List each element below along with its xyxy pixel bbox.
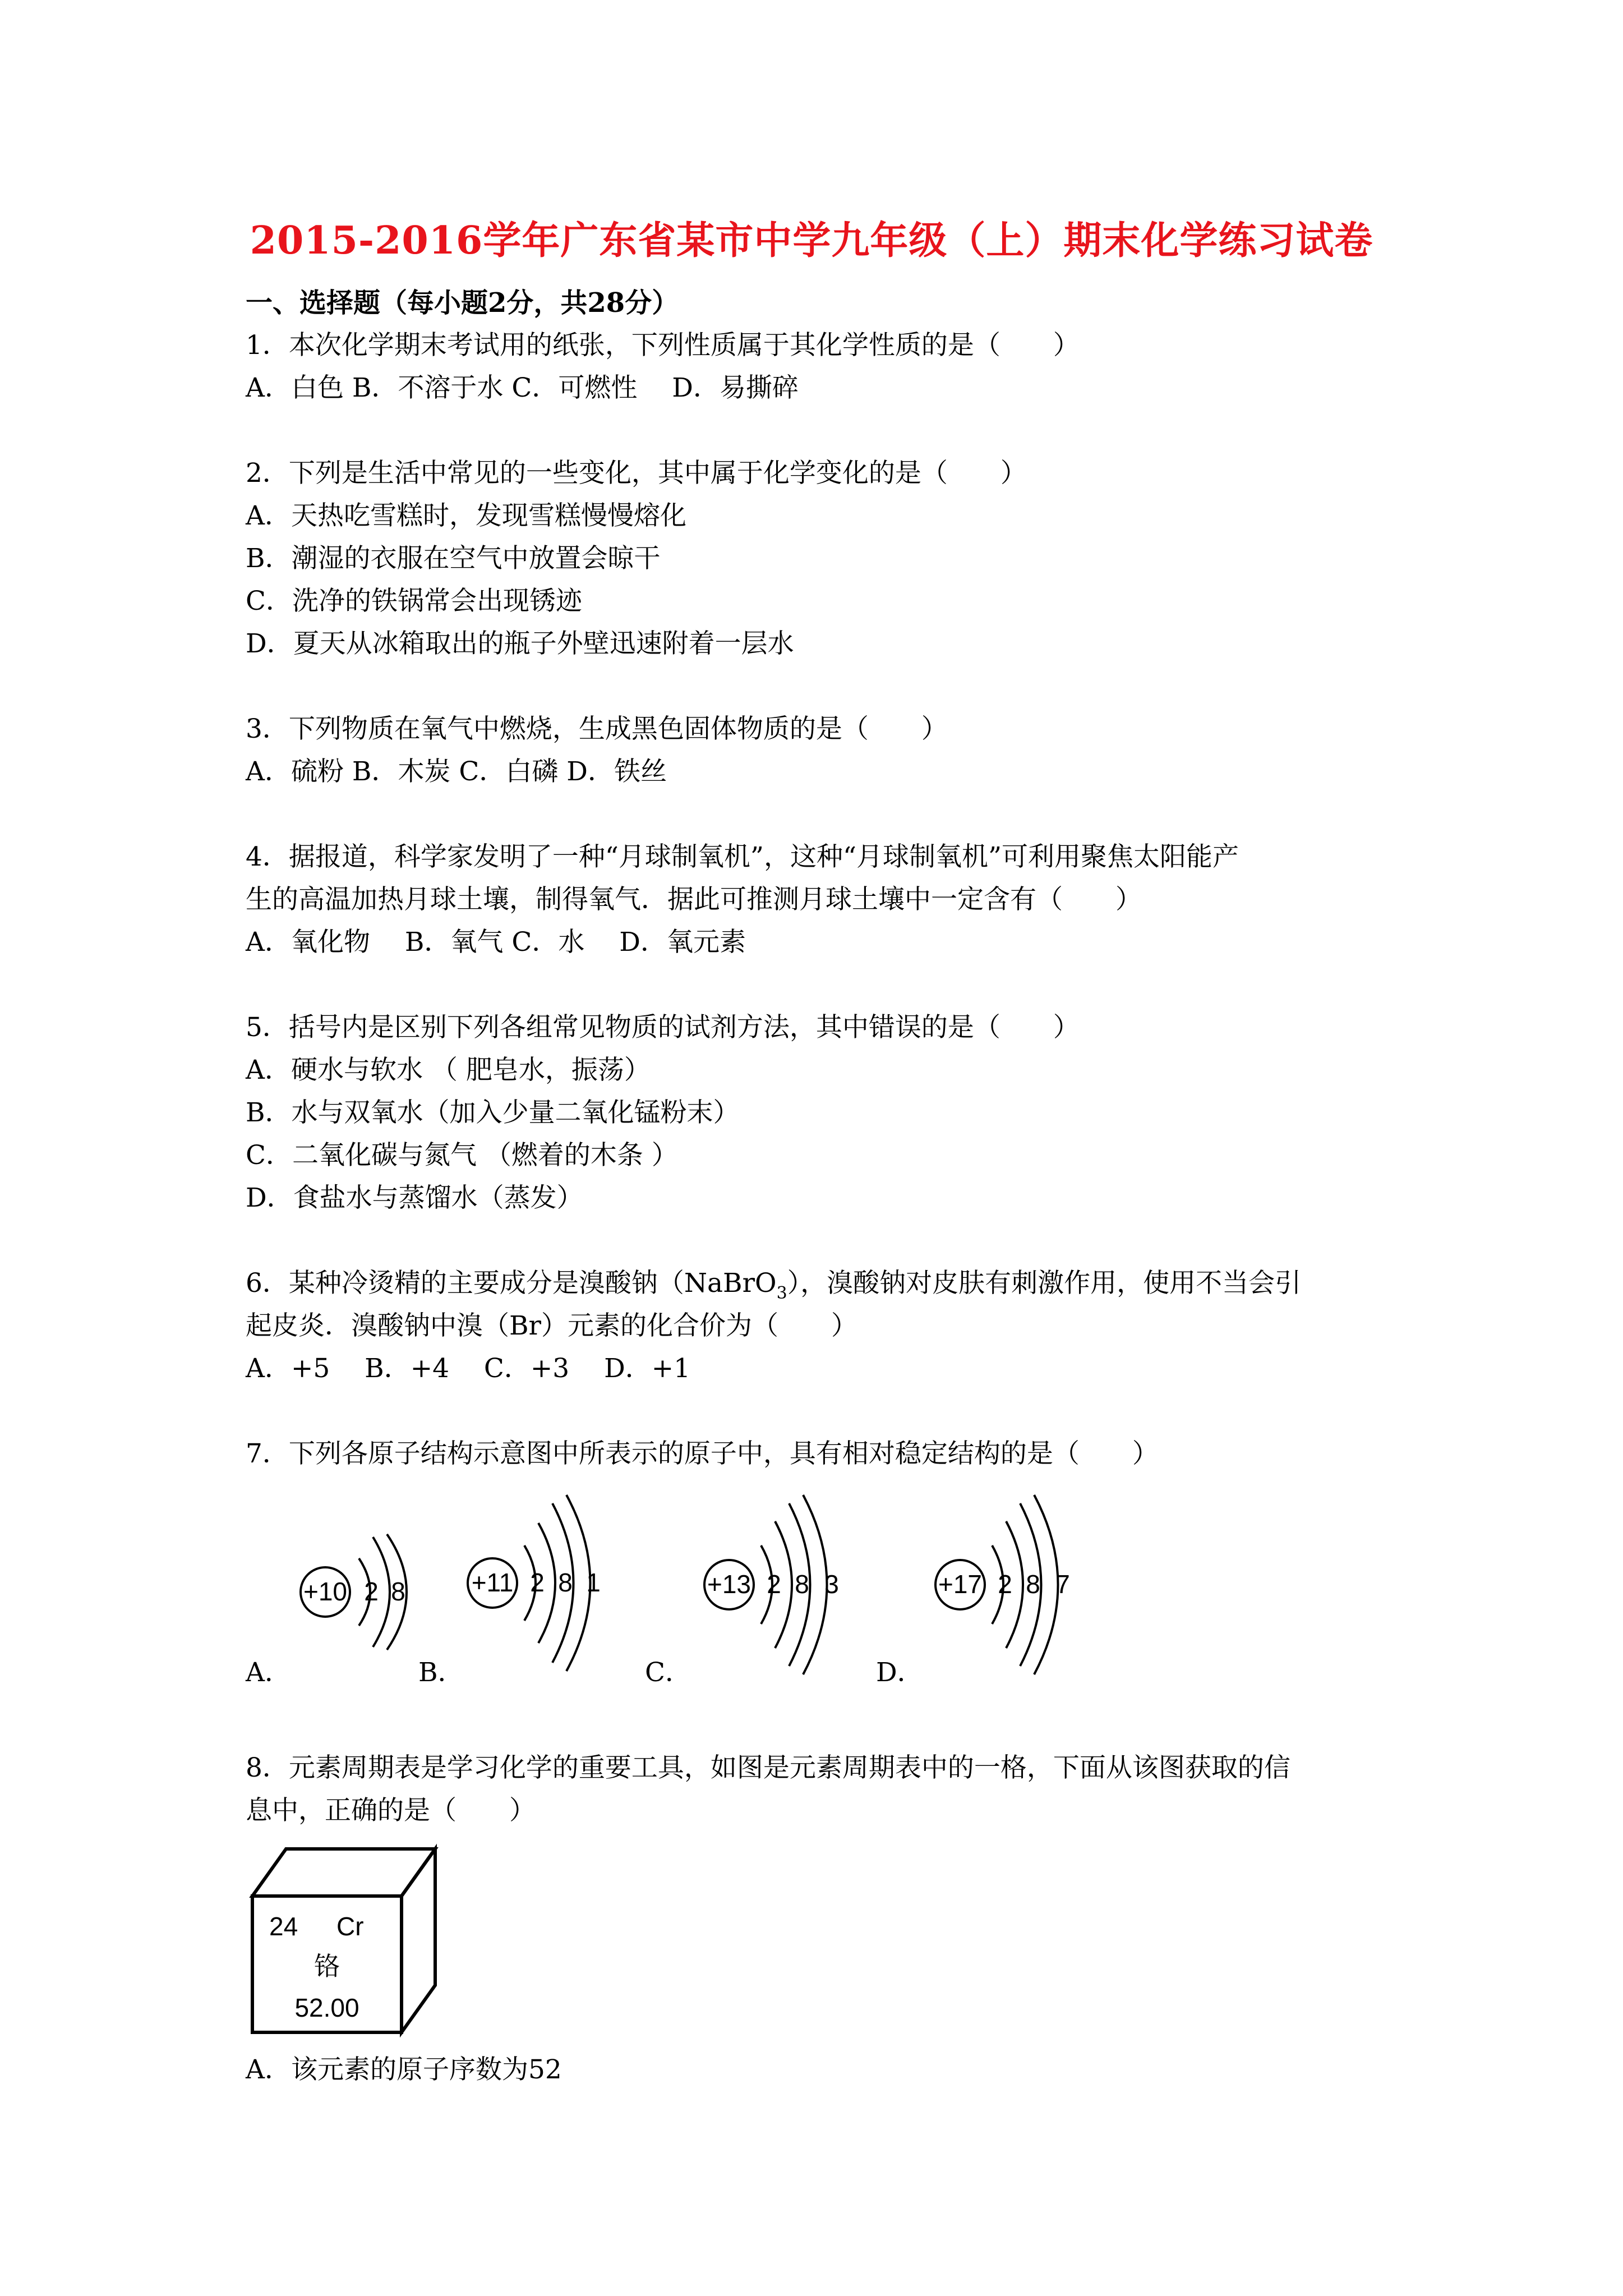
question-8-stem-line2: 息中，正确的是（ ） [246, 1795, 536, 1826]
element-name: 铬 [314, 1951, 340, 1981]
shell-count-c2: 8 [795, 1570, 809, 1599]
question-1-stem: 1．本次化学期末考试用的纸张，下列性质属于其化学性质的是（ ） [246, 330, 1080, 361]
question-2-option-d: D．夏天从冰箱取出的瓶子外壁迅速附着一层水 [246, 628, 794, 659]
shell-count-d1: 2 [998, 1570, 1012, 1599]
question-4-options: A．氧化物 B．氧气 C．水 D．氧元素 [246, 927, 746, 958]
shell-count-b1: 2 [530, 1568, 545, 1597]
question-6-stem-pre: 6．某种冷烫精的主要成分是溴酸钠（NaBrO [246, 1268, 777, 1299]
question-2-option-c: C．洗净的铁锅常会出现锈迹 [246, 586, 582, 616]
question-4-stem-line2: 生的高温加热月球土壤，制得氧气．据此可推测月球土壤中一定含有（ ） [246, 884, 1142, 915]
nucleus-label-b: +11 [471, 1568, 514, 1597]
shell-count-c3: 3 [824, 1570, 839, 1599]
shell-count-c1: 2 [767, 1570, 781, 1599]
atom-label-c: C． [645, 1657, 691, 1688]
element-mass: 52.00 [294, 1993, 359, 2022]
nucleus-label-c: +13 [707, 1570, 751, 1599]
shell-count-b3: 1 [586, 1568, 601, 1597]
question-6-stem-post: ），溴酸钠对皮肤有刺激作用，使用不当会引 [787, 1268, 1302, 1299]
question-2-option-a: A．天热吃雪糕时，发现雪糕慢慢熔化 [246, 500, 686, 531]
nucleus-label-a: +10 [303, 1577, 348, 1606]
question-7-stem: 7．下列各原子结构示意图中所表示的原子中，具有相对稳定结构的是（ ） [246, 1438, 1159, 1469]
atom-label-b: B． [418, 1657, 464, 1688]
nucleus-label-d: +17 [938, 1570, 983, 1599]
question-5-option-a: A．硬水与软水 （ 肥皂水，振荡） [246, 1055, 651, 1085]
question-5-option-c: C．二氧化碳与氮气 （燃着的木条 ） [246, 1140, 678, 1171]
shell-count-a1: 2 [364, 1577, 379, 1606]
page-title: 2015-2016学年广东省某市中学九年级（上）期末化学练习试卷 [250, 218, 1373, 263]
question-2-stem: 2．下列是生活中常见的一些变化，其中属于化学变化的是（ ） [246, 458, 1027, 489]
question-4-stem-line1: 4．据报道，科学家发明了一种“月球制氧机”，这种“月球制氧机”可利用聚焦太阳能产 [246, 841, 1239, 872]
section-heading: 一、选择题（每小题2分，共28分） [246, 287, 679, 319]
question-2-option-b: B．潮湿的衣服在空气中放置会晾干 [246, 543, 661, 574]
atom-label-a: A． [246, 1657, 291, 1688]
question-6-subscript: 3 [776, 1283, 787, 1303]
question-5-option-d: D．食盐水与蒸馏水（蒸发） [246, 1182, 583, 1213]
question-1-options: A．白色 B．不溶于水 C．可燃性 D．易撕碎 [246, 372, 799, 403]
shell-count-d3: 7 [1055, 1570, 1070, 1599]
question-3-stem: 3．下列物质在氧气中燃烧，生成黑色固体物质的是（ ） [246, 714, 948, 744]
atom-label-d: D． [876, 1657, 924, 1688]
question-6-stem-line2: 起皮炎．溴酸钠中溴（Br）元素的化合价为（ ） [246, 1310, 858, 1341]
element-symbol: Cr [336, 1912, 364, 1941]
question-3-options: A．硫粉 B．木炭 C．白磷 D．铁丝 [246, 756, 667, 787]
question-5-option-b: B．水与双氧水（加入少量二氧化锰粉末） [246, 1097, 740, 1128]
element-number: 24 [269, 1912, 298, 1941]
shell-count-a2: 8 [391, 1577, 405, 1606]
periodic-cell-side [402, 1849, 435, 2032]
question-6-options: A．+5 B．+4 C．+3 D．+1 [246, 1353, 691, 1384]
shell-count-b2: 8 [558, 1568, 573, 1597]
question-5-stem: 5．括号内是区别下列各组常见物质的试剂方法，其中错误的是（ ） [246, 1012, 1080, 1043]
question-8-option-a: A．该元素的原子序数为52 [246, 2054, 562, 2085]
shell-count-d2: 8 [1026, 1570, 1040, 1599]
question-8-stem-line1: 8．元素周期表是学习化学的重要工具，如图是元素周期表中的一格，下面从该图获取的信 [246, 1752, 1290, 1783]
